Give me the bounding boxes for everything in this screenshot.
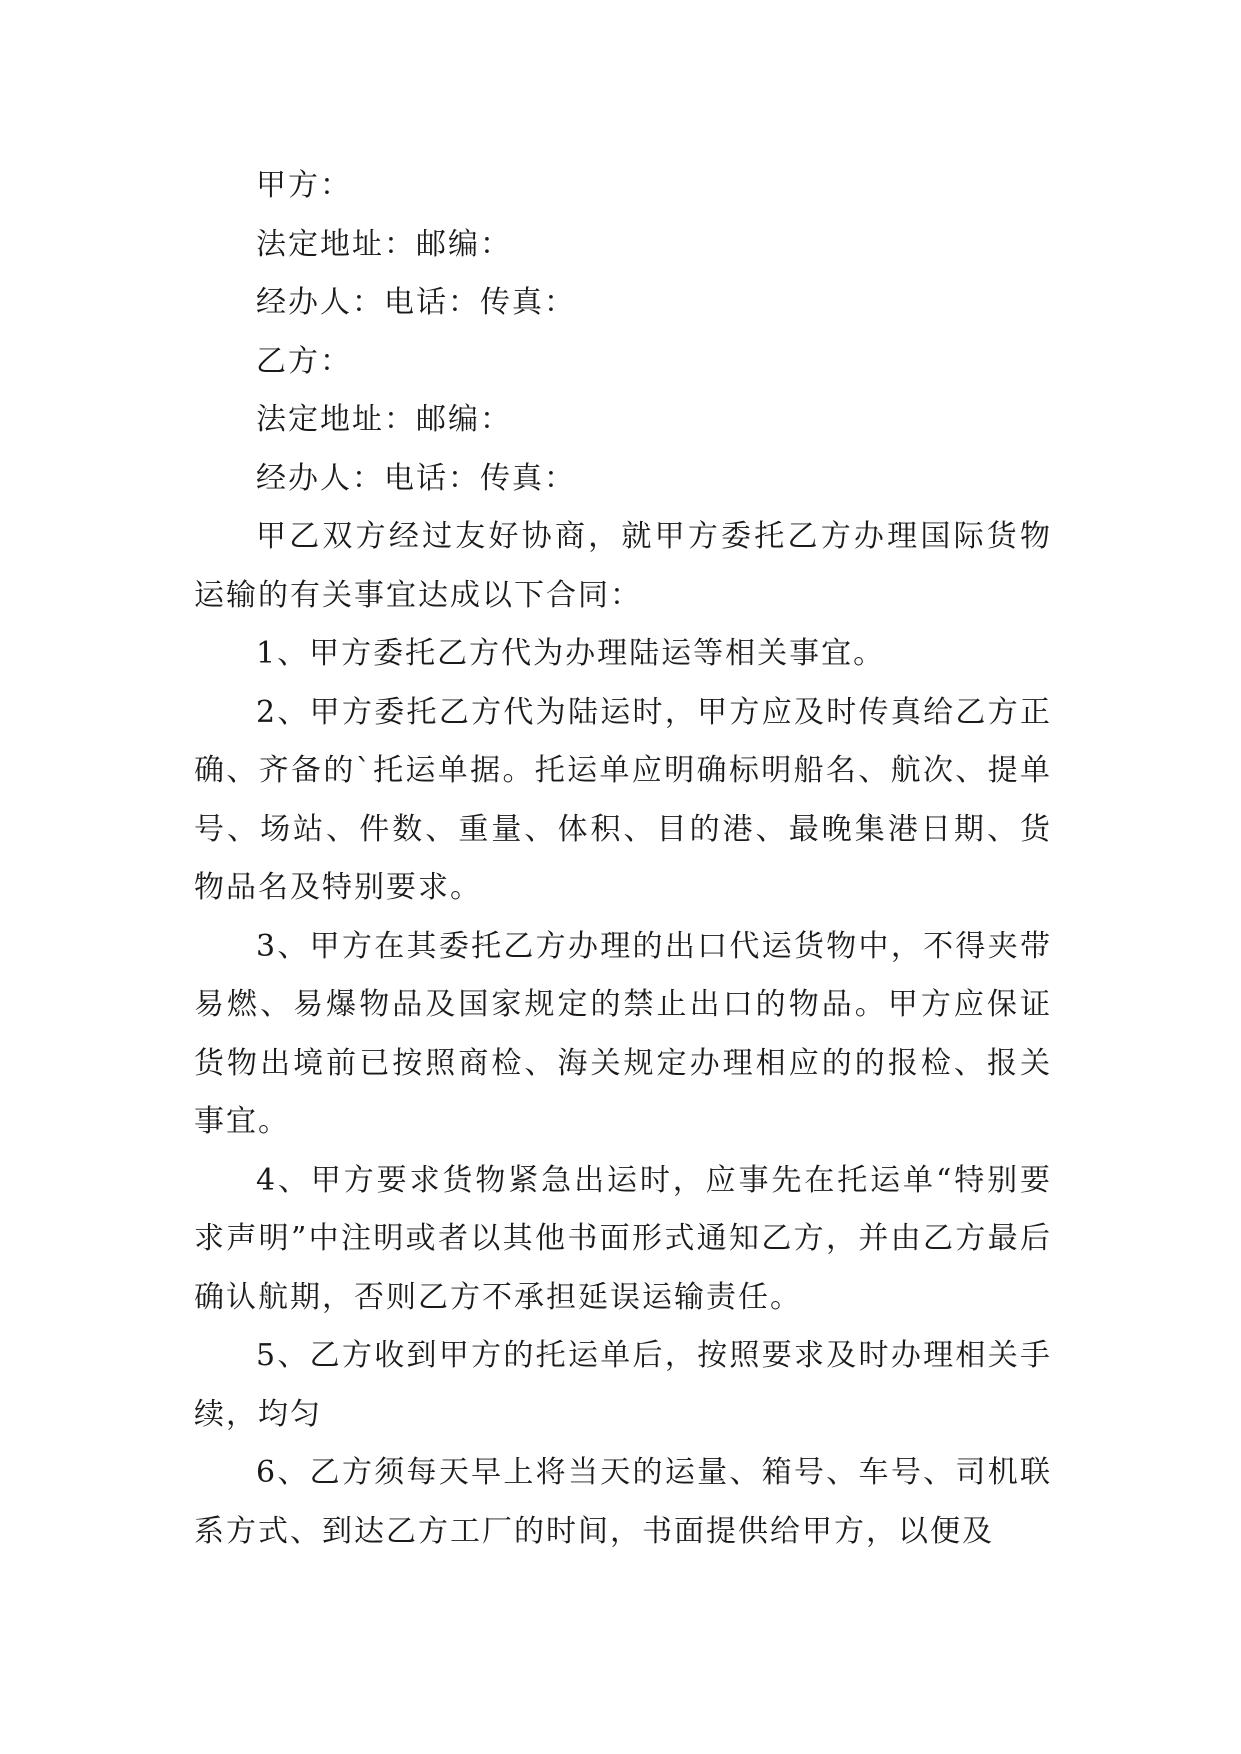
clause-5: 5、乙方收到甲方的托运单后，按照要求及时办理相关手续，均匀 bbox=[194, 1338, 1052, 1432]
intro-paragraph: 甲乙双方经过友好协商，就甲方委托乙方办理国际货物运输的有关事宜达成以下合同： bbox=[194, 519, 1052, 613]
party-b-contact: 经办人：电话：传真： bbox=[256, 460, 576, 496]
clause-4: 4、甲方要求货物紧急出运时，应事先在托运单“特别要求声明”中注明或者以其他书面形式通知乙方，并由乙方最后确认航期，否则乙方不承担延误运输责任。 bbox=[194, 1162, 1052, 1315]
party-a-contact: 经办人：电话：传真： bbox=[256, 285, 576, 320]
clause-3: 3、甲方在其委托乙方办理的出口代运货物中，不得夹带易燃、易爆物品及国家规定的禁止出口的物品。甲方应保证货物出境前已按照商检、海关规定办理相应的的报检、报关事宜。 bbox=[194, 928, 1052, 1139]
clause-1: 1、甲方委托乙方代为办理陆运等相关事宜。 bbox=[256, 636, 886, 671]
contract-page bbox=[194, 157, 1052, 1561]
party-b-label: 乙方： bbox=[256, 343, 352, 379]
clause-6: 6、乙方须每天早上将当天的运量、箱号、车号、司机联系方式、到达乙方工厂的时间，书面提供给甲方，以便及 bbox=[194, 1455, 1052, 1549]
party-a-label: 甲方： bbox=[256, 168, 352, 203]
clause-2: 2、甲方委托乙方代为陆运时，甲方应及时传真给乙方正确、齐备的`托运单据。托运单应明确标明船名、航次、提单号、场站、件数、重量、体积、目的港、最晚集港日期、货物品名及特别要求。 bbox=[194, 694, 1052, 905]
party-a-address: 法定地址：邮编： bbox=[256, 226, 512, 262]
party-b-address: 法定地址：邮编： bbox=[256, 402, 512, 437]
